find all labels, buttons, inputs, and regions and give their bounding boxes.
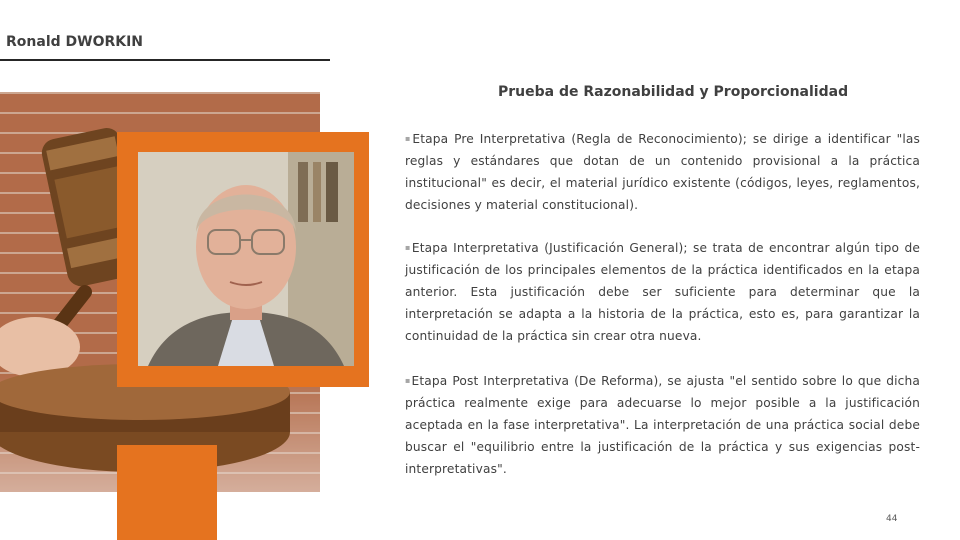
orange-accent-block [117,445,217,540]
paragraph-interpretativa [405,237,920,347]
header-rule [0,59,330,61]
slide-title: Prueba de Razonabilidad y Proporcionalidad [498,84,849,100]
portrait-illustration [138,152,354,366]
paragraph-post-interpretativa [405,370,920,480]
bullet-icon: ▪ [405,243,412,252]
paragraph-pre-interpretativa [405,128,920,216]
paragraph-text: Etapa Interpretativa (Justificación General); se trata de encontrar algún tipo de justificación de los principales elementos de la práctica identificados en la etapa anterior. Esta justificación debe ser suficiente para determinar que la interpretación se adapta a la historia de la práctica, esto es, para garantizar la continuidad de la práctica sin crear otra nueva. [405,241,921,343]
paragraph-text: Etapa Post Interpretativa (De Reforma), se ajusta "el sentido sobre lo que dicha práctica realmente exige para adecuarse lo mejor posible a la justificación aceptada en la fase interpretativa". La interpretación de una práctica social debe buscar el "equilibrio entre la justificación de la práctica y sus exigencias post-interpretativas". [405,374,920,476]
author-name: Ronald DWORKIN [6,34,144,50]
page-number: 44 [886,514,898,524]
bullet-icon: ▪ [405,376,412,385]
bullet-icon: ▪ [405,134,413,143]
paragraph-text: Etapa Pre Interpretativa (Regla de Reconocimiento); se dirige a identificar "las reglas y estándares que dotan de un contenido provisional a la práctica institucional" es decir, el material jurídico existente (códigos, leyes, reglamentos, decisiones y material constitucional). [405,132,920,212]
portrait-photo [138,152,354,366]
